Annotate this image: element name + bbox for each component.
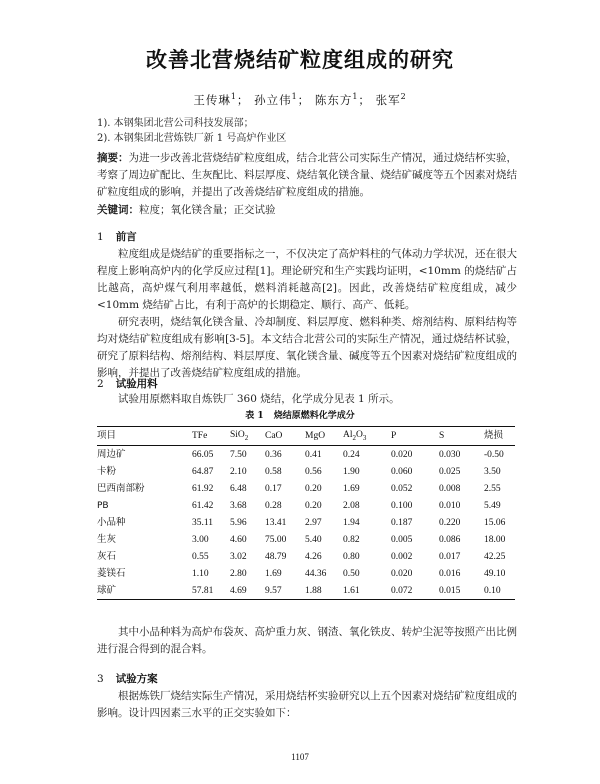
section-3-paragraph-1: 根据炼铁厂烧结实际生产情况，采用烧结杯实验研究以上五个因素对烧结矿粒度组成的影响。设计四因素三水平的正交实验如下：: [97, 690, 517, 719]
row-label-cell: PB: [97, 500, 109, 511]
row-label-cell: 巴西南部粉: [97, 483, 145, 494]
value-cell: 1.10: [192, 568, 209, 579]
affiliation-2: 2). 本钢集团北营炼铁厂新 1 号高炉作业区: [97, 133, 287, 144]
value-cell: 66.05: [192, 449, 214, 460]
value-cell: 0.55: [192, 551, 209, 562]
value-cell: 0.220: [439, 517, 461, 528]
column-header: P: [391, 431, 397, 441]
row-label-cell: 生灰: [97, 534, 117, 545]
abstract: [97, 150, 517, 201]
value-cell: 0.020: [391, 449, 413, 460]
value-cell: 5.49: [484, 500, 501, 511]
table-body: [97, 446, 515, 600]
column-header: 烧损: [484, 431, 504, 441]
author-name: 孙立伟: [254, 93, 292, 107]
value-cell: 3.50: [484, 466, 501, 477]
value-cell: 0.015: [439, 585, 461, 596]
value-cell: 44.36: [305, 568, 327, 579]
value-cell: 0.28: [265, 500, 282, 511]
value-cell: 0.020: [391, 568, 413, 579]
author-affiliation-mark: 1: [230, 92, 237, 102]
value-cell: 0.052: [391, 483, 413, 494]
value-cell: 1.69: [265, 568, 282, 579]
value-cell: 0.58: [265, 466, 282, 477]
abstract-text: 为进一步改善北营烧结矿粒度组成，结合北营公司实际生产情况，通过烧结杯实验，考察了周边矿配比、生灰配比、料层厚度、烧结氧化镁含量、烧结矿碱度等五个因素对烧结矿粒度组成的影响，并提出了改善烧结矿粒度组成的措施。: [97, 152, 517, 198]
column-header: 项目: [97, 431, 117, 441]
table-row: [97, 582, 515, 600]
value-cell: 3.68: [230, 500, 247, 511]
value-cell: 61.42: [192, 500, 214, 511]
table-caption: [0, 410, 600, 422]
value-cell: 1.88: [305, 585, 322, 596]
row-label-cell: 周边矿: [97, 449, 126, 460]
table-row: [97, 463, 515, 480]
author-list: [0, 92, 600, 108]
author-separator: ；: [236, 93, 250, 107]
value-cell: 4.60: [230, 534, 247, 545]
value-cell: 1.69: [343, 483, 360, 494]
section-heading-3: [97, 672, 158, 686]
value-cell: -0.50: [484, 449, 504, 460]
value-cell: 0.016: [439, 568, 461, 579]
value-cell: 9.57: [265, 585, 282, 596]
row-label-cell: 灰石: [97, 551, 117, 562]
row-label-cell: 菱镁石: [97, 568, 126, 579]
value-cell: 42.25: [484, 551, 506, 562]
row-label-cell: 球矿: [97, 585, 117, 596]
value-cell: 2.08: [343, 500, 360, 511]
column-header: $Al_2O_3$: [343, 429, 367, 442]
value-cell: 0.086: [439, 534, 461, 545]
value-cell: 0.060: [391, 466, 413, 477]
value-cell: 61.92: [192, 483, 214, 494]
value-cell: 0.005: [391, 534, 413, 545]
abstract-label: 摘要：: [97, 152, 129, 164]
value-cell: 3.02: [230, 551, 247, 562]
table-label: 表 1: [245, 411, 264, 421]
section-number: 2: [97, 378, 104, 390]
table-row: [97, 480, 515, 497]
paper-title: 改善北营烧结矿粒度组成的研究: [146, 48, 454, 72]
section-heading-2: [97, 377, 158, 391]
row-label-cell: 小品种: [97, 517, 126, 528]
column-header: MgO: [305, 431, 326, 441]
value-cell: 0.41: [305, 449, 322, 460]
author-affiliation-mark: 1: [291, 92, 298, 102]
column-header: SiO$_2$: [230, 429, 249, 442]
table-row: [97, 565, 515, 582]
author-affiliation-mark: 2: [400, 92, 407, 102]
value-cell: 15.06: [484, 517, 506, 528]
table-chemical-composition: [97, 426, 515, 600]
table-row: [97, 514, 515, 531]
value-cell: 64.87: [192, 466, 214, 477]
value-cell: 1.90: [343, 466, 360, 477]
section-1-paragraph-1: 粒度组成是烧结矿的重要指标之一，不仅决定了高炉料柱的气体动力学状况，还在很大程度上影响高炉内的化学反应过程[1]。理论研究和生产实践均证明，<10mm 的烧结矿占比越高，高炉煤气利用率越低，燃料消耗越高[2]。因此，改善烧结矿粒度组成，减少<10mm 烧结矿占比，有利于高炉的长期稳定、顺行、高产、低耗。: [97, 248, 517, 311]
section-2-paragraph-2: 其中小品种料为高炉布袋灰、高炉重力灰、钢渣、氧化铁皮、转炉尘泥等按照产出比例进行混合得到的混合料。: [97, 626, 517, 655]
value-cell: 18.00: [484, 534, 506, 545]
value-cell: 0.82: [343, 534, 360, 545]
value-cell: 49.10: [484, 568, 506, 579]
value-cell: 5.96: [230, 517, 247, 528]
value-cell: 2.10: [230, 466, 247, 477]
column-header: CaO: [265, 431, 283, 441]
section-number: 1: [97, 231, 104, 243]
value-cell: 1.61: [343, 585, 360, 596]
value-cell: 0.187: [391, 517, 413, 528]
value-cell: 13.41: [265, 517, 287, 528]
value-cell: 3.00: [192, 534, 209, 545]
table-caption-text: 烧结原燃料化学成分: [273, 411, 355, 421]
value-cell: 4.69: [230, 585, 247, 596]
value-cell: 0.36: [265, 449, 282, 460]
table-header-row: [97, 427, 515, 446]
table-row: [97, 497, 515, 514]
keywords-label: 关键词：: [97, 204, 139, 216]
column-header: TFe: [192, 431, 208, 441]
value-cell: 0.072: [391, 585, 413, 596]
section-title: 前言: [115, 231, 137, 243]
author-separator: ；: [297, 93, 311, 107]
table-row: [97, 531, 515, 548]
author-affiliation-mark: 1: [352, 92, 359, 102]
section-heading-1: [97, 230, 137, 244]
value-cell: 0.010: [439, 500, 461, 511]
value-cell: 0.030: [439, 449, 461, 460]
value-cell: 0.80: [343, 551, 360, 562]
value-cell: 0.008: [439, 483, 461, 494]
value-cell: 0.17: [265, 483, 282, 494]
keywords-text: 粒度；氧化镁含量；正交试验: [139, 204, 276, 216]
section-1-paragraph-2: 研究表明，烧结氧化镁含量、冷却制度、料层厚度、燃料种类、熔剂结构、原料结构等均对烧结矿粒度组成有影响[3-5]。本文结合北营公司的实际生产情况，通过烧结杯试验，研究了原料结构、熔剂结构、料层厚度、氧化镁含量、碱度等五个因素对烧结矿粒度组成的影响，并提出了改善烧结矿粒度组成的措施。: [97, 316, 517, 379]
keywords: [97, 202, 517, 219]
value-cell: 1.94: [343, 517, 360, 528]
value-cell: 0.20: [305, 483, 322, 494]
page-number: 1107: [291, 752, 309, 762]
value-cell: 2.97: [305, 517, 322, 528]
column-header: S: [439, 431, 445, 441]
value-cell: 0.100: [391, 500, 413, 511]
value-cell: 57.81: [192, 585, 214, 596]
value-cell: 5.40: [305, 534, 322, 545]
value-cell: 0.10: [484, 585, 501, 596]
author-name: 陈东方: [314, 93, 353, 107]
section-number: 3: [97, 673, 104, 685]
value-cell: 7.50: [230, 449, 247, 460]
value-cell: 0.20: [305, 500, 322, 511]
affiliation-1: 1). 本钢集团北营公司科技发展部；: [97, 118, 254, 129]
value-cell: 6.48: [230, 483, 247, 494]
value-cell: 0.50: [343, 568, 360, 579]
row-label-cell: 卡粉: [97, 466, 117, 477]
value-cell: 2.80: [230, 568, 247, 579]
value-cell: 0.025: [439, 466, 461, 477]
value-cell: 0.002: [391, 551, 413, 562]
value-cell: 4.26: [305, 551, 322, 562]
value-cell: 0.56: [305, 466, 322, 477]
table-row: [97, 446, 515, 464]
author-name: 张军: [375, 93, 401, 107]
value-cell: 75.00: [265, 534, 287, 545]
value-cell: 0.24: [343, 449, 360, 460]
section-title: 试验用料: [115, 378, 158, 390]
section-2-paragraph-1: 试验用原燃料取自炼铁厂 360 烧结，化学成分见表 1 所示。: [118, 393, 400, 405]
value-cell: 35.11: [192, 517, 214, 528]
author-name: 王传琳: [193, 93, 231, 107]
value-cell: 0.017: [439, 551, 461, 562]
author-separator: ；: [358, 93, 371, 107]
section-title: 试验方案: [115, 673, 158, 685]
value-cell: 48.79: [265, 551, 287, 562]
value-cell: 2.55: [484, 483, 501, 494]
table-row: [97, 548, 515, 565]
